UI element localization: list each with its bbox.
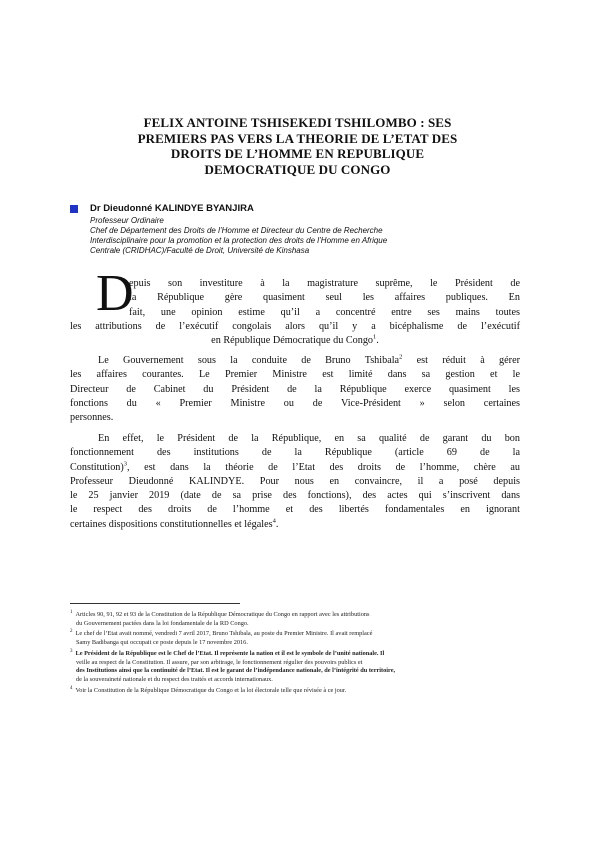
text-line [70, 461, 520, 475]
article-title [70, 115, 525, 177]
footnote-text: des Institutions ainsi que la continuité de l’Etat. Il est le garant de l’indépendance nationale, de l’intégrité du territoire, [76, 667, 396, 675]
text-span: , est dans la théorie de l’Etat des droits de l’homme, chère au [127, 461, 520, 473]
text-line: le 25 janvier 2019 (date de sa prise des fonctions), des actes qui s’inscrivent dans [70, 490, 520, 502]
text-line: epuis son investiture à la magistrature suprême, le Président de [129, 278, 520, 289]
drop-cap: D [96, 265, 134, 322]
text-line: les affaires courantes. Le Premier Ministre est limité dans sa gestion et le [70, 369, 520, 381]
text-line [70, 354, 520, 368]
footnote-number: 2 [70, 629, 73, 635]
footnote-text: Articles 90, 91, 92 et 93 de la Constitution de la République Démocratique du Congo en rapport avec les attributions [75, 611, 370, 618]
title-line: FELIX ANTOINE TSHISEKEDI TSHILOMBO : SES [143, 115, 452, 130]
text-line: Professeur Dieudonné KALINDYE. Pour nous en convaincre, il a posé depuis [70, 475, 520, 487]
author-affiliation-line: Centrale (CRIDHAC)/Faculté de Droit, Université de Kinshasa [90, 246, 310, 255]
footnote-line: veille au respect de la Constitution. Il assure, par son arbitrage, le fonctionnement régulier des pouvoirs publics et [76, 658, 363, 666]
footnote-line: du Gouvernement pactées dans la loi fondamentale de la RD Congo. [76, 619, 249, 627]
title-line: PREMIERS PAS VERS LA THEORIE DE L’ETAT DES [137, 130, 458, 146]
author-affiliation-line: Interdisciplinaire pour la promotion et la protection des droits de l’Homme en Afrique [90, 236, 388, 245]
footnote-ref: 4 [272, 517, 276, 525]
footnote-text: Le chef de l’Etat avait nommé, vendredi 7 avril 2017, Bruno Tshibala, au poste du Premier Ministre. Il avait remplacé [75, 630, 373, 638]
paragraph-1 [70, 277, 520, 348]
footnote-2 [70, 630, 530, 647]
footnote-number: 3 [70, 648, 73, 654]
title-line: DROITS DE L’HOMME EN REPUBLIQUE [170, 146, 425, 161]
footnote-number: 4 [70, 685, 73, 691]
footnote-ref: 2 [399, 353, 403, 361]
text-span: . [275, 518, 279, 530]
footnote-number: 1 [70, 609, 73, 615]
footnote-4 [70, 687, 530, 696]
text-span: est réduit à gérer [402, 355, 520, 366]
footnote-ref: 3 [123, 460, 128, 468]
text-line: personnes. [70, 412, 114, 424]
footnote-line: de la souveraineté nationale et du respect des traités et accords internationaux. [76, 675, 273, 683]
text-line: En effet, le Président de la République, en sa qualité de garant du bon [98, 433, 520, 444]
author-name: Dr Dieudonné KALINDYE BYANJIRA [90, 203, 254, 214]
footnote-line: Samy Badibanga qui occupait ce poste depuis le 17 novembre 2016. [76, 639, 248, 647]
paragraph-2 [70, 354, 520, 425]
footnote-line [70, 667, 530, 676]
footnote-3 [70, 650, 530, 685]
text-line: fonctionnement des institutions de la République (article 69 de la [70, 447, 520, 459]
paragraph-3 [70, 432, 520, 532]
text-line [70, 518, 520, 532]
author-role: Professeur Ordinaire [90, 216, 164, 225]
footnote-line [70, 630, 530, 639]
footnote-separator [70, 603, 240, 604]
footnote-1 [70, 611, 530, 628]
footnotes [70, 611, 530, 695]
text-line: les attributions de l’exécutif congolais alors qu’il y a bicéphalisme de l’exécutif [70, 320, 520, 332]
footnote-line [70, 650, 530, 659]
footnote-ref: 1 [373, 333, 377, 341]
text-line [70, 334, 520, 348]
text-line: Directeur de Cabinet du Président de la République exerce quasiment les [70, 383, 520, 395]
text-span: certaines dispositions constitutionnelles et légales [70, 518, 273, 530]
text-line: la République gère quasiment seul les affaires publiques. En [129, 292, 520, 304]
text-line: fait, une opinion estime qu’il a concentré entre ses mains toutes [129, 306, 520, 318]
text-line: fonctions du « Premier Ministre ou de Vice-Président » selon certaines [70, 397, 520, 409]
square-bullet-icon [70, 205, 78, 213]
author-affiliation-line: Chef de Département des Droits de l’Homme et Directeur du Centre de Recherche [90, 226, 383, 235]
text-span: en République Démocratique du Congo [211, 335, 374, 347]
title-line: DEMOCRATIQUE DU CONGO [204, 161, 391, 177]
text-span: . [376, 335, 379, 347]
footnote-line [70, 687, 530, 696]
text-span: Le Gouvernement sous la conduite de Bruno Tshibala [98, 355, 400, 366]
footnote-text: Le Président de la République est le Chef de l’Etat. Il représente la nation et il est le symbole de l’unité nationale. Il [75, 649, 385, 657]
text-line: le respect des droits de l’homme et des libertés fondamentales en ignorant [70, 504, 520, 516]
footnote-text: Voir la Constitution de la République Démocratique du Congo et la loi électorale telle que révisée à ce jour. [75, 686, 347, 694]
text-span: Constitution) [70, 461, 124, 473]
footnote-line [70, 611, 530, 620]
